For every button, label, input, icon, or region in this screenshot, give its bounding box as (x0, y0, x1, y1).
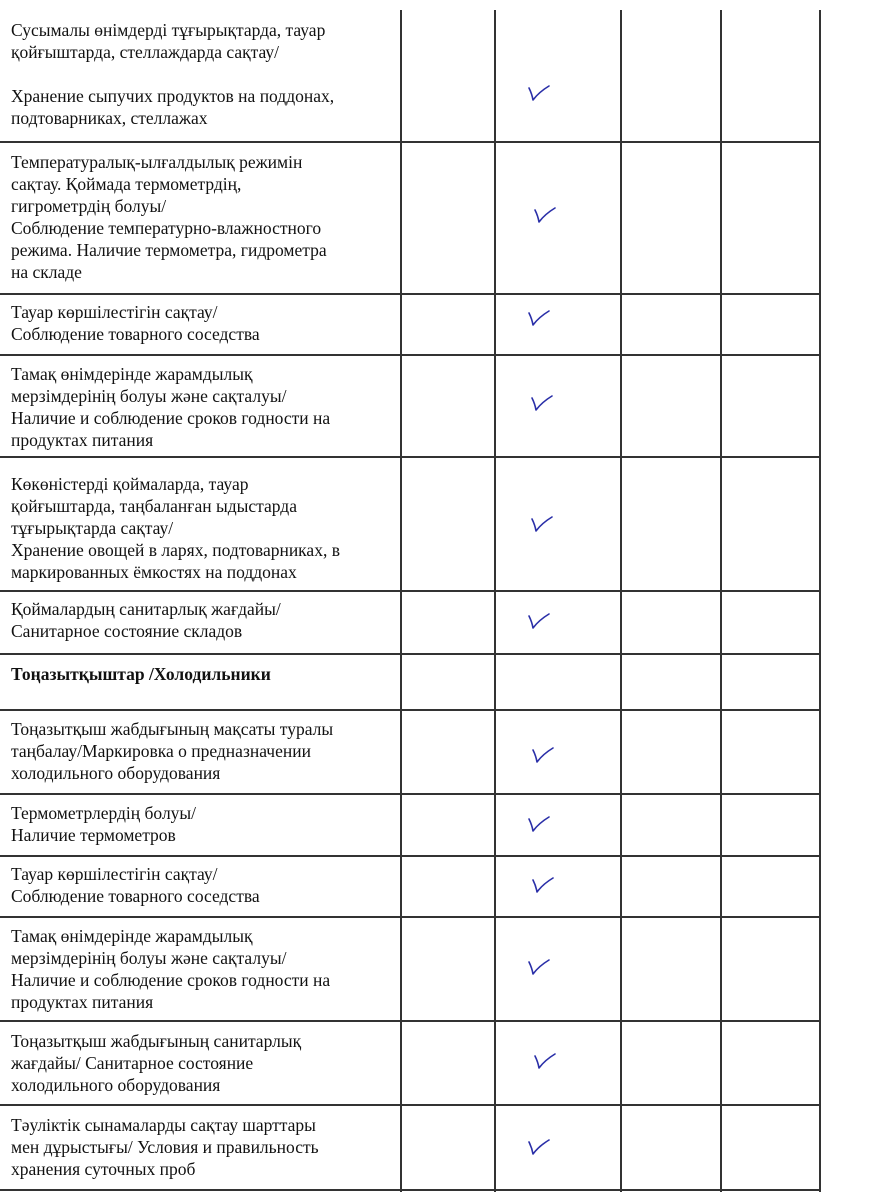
check-mark-icon (528, 309, 550, 327)
text-line: Наличие термометров (11, 825, 176, 845)
text-line: Қоймалардың санитарлық жағдайы/ (11, 599, 281, 619)
text-line: тұғырықтарда сақтау/ (11, 518, 174, 538)
text-line (11, 63, 391, 85)
row-border (0, 709, 821, 711)
text-line: Наличие и соблюдение сроков годности на (11, 408, 331, 428)
row-border (0, 1189, 821, 1191)
text-line: мерзімдерінің болуы және сақталуы/ (11, 386, 287, 406)
checklist-item-text (11, 925, 391, 1013)
column-border (494, 10, 496, 1192)
checklist-item-text (11, 19, 391, 129)
text-line: Соблюдение товарного соседства (11, 886, 260, 906)
check-mark-icon (531, 394, 553, 412)
text-line: Санитарное состояние складов (11, 621, 243, 641)
check-mark-icon (528, 958, 550, 976)
checklist-item-text (11, 802, 391, 846)
row-border (0, 1104, 821, 1106)
column-border (620, 10, 622, 1192)
checklist-item-text (11, 598, 391, 642)
row-border (0, 793, 821, 795)
check-mark-icon (532, 746, 554, 764)
checklist-item-text (11, 473, 391, 583)
checklist-item-text (11, 863, 391, 907)
checklist-item-text (11, 1114, 391, 1180)
text-line: Температуралық-ылғалдылық режимін (11, 152, 303, 172)
text-line: Хранение сыпучих продуктов на поддонах, (11, 86, 335, 106)
text-line: холодильного оборудования (11, 1075, 221, 1095)
check-mark-icon (528, 84, 550, 102)
text-line: Көкөністерді қоймаларда, тауар (11, 474, 249, 494)
checklist-item-text (11, 363, 391, 451)
text-line: Хранение овощей в ларях, подтоварниках, в (11, 540, 340, 560)
row-border (0, 1020, 821, 1022)
text-line: Тауар көршілестігін сақтау/ (11, 864, 218, 884)
check-mark-icon (531, 515, 553, 533)
check-mark-icon (534, 1052, 556, 1070)
text-line: Термометрлердің болуы/ (11, 803, 197, 823)
checklist-item-text (11, 1030, 391, 1096)
text-line: Тауар көршілестігін сақтау/ (11, 302, 218, 322)
text-line: гигрометрдің болуы/ (11, 196, 167, 216)
row-border (0, 916, 821, 918)
row-border (0, 855, 821, 857)
text-line: таңбалау/Маркировка о предназначении (11, 741, 311, 761)
check-mark-icon (528, 815, 550, 833)
text-line: жағдайы/ Санитарное состояние (11, 1053, 254, 1073)
text-line: Тоңазытқыш жабдығының санитарлық (11, 1031, 302, 1051)
row-border (0, 141, 821, 143)
row-border (0, 653, 821, 655)
text-line: Сусымалы өнімдерді тұғырықтарда, тауар (11, 20, 326, 40)
section-title: Тоңазытқыштар /Холодильники (11, 664, 271, 684)
text-line: Тамақ өнімдерінде жарамдылық (11, 364, 253, 384)
row-border (0, 590, 821, 592)
check-mark-icon (532, 876, 554, 894)
check-mark-icon (528, 612, 550, 630)
text-line: сақтау. Қоймада термометрдің, (11, 174, 242, 194)
text-line: хранения суточных проб (11, 1159, 196, 1179)
checklist-item-text (11, 301, 391, 345)
row-border (0, 293, 821, 295)
column-border (400, 10, 402, 1192)
text-line: Тәуліктік сынамаларды сақтау шарттары (11, 1115, 316, 1135)
text-line: мерзімдерінің болуы және сақталуы/ (11, 948, 287, 968)
check-mark-icon (528, 1138, 550, 1156)
text-line: Соблюдение температурно-влажностного (11, 218, 322, 238)
checklist-item-text (11, 151, 391, 283)
text-line: Тамақ өнімдерінде жарамдылық (11, 926, 253, 946)
row-border (0, 354, 821, 356)
text-line: Тоңазытқыш жабдығының мақсаты туралы (11, 719, 334, 739)
text-line: қойғыштарда, таңбаланған ыдыстарда (11, 496, 297, 516)
text-line: на складе (11, 262, 82, 282)
text-line: мен дұрыстығы/ Условия и правильность (11, 1137, 319, 1157)
checklist-item-text (11, 718, 391, 784)
text-line: режима. Наличие термометра, гидрометра (11, 240, 327, 260)
text-line: Наличие и соблюдение сроков годности на (11, 970, 331, 990)
row-border (0, 456, 821, 458)
text-line: продуктах питания (11, 430, 154, 450)
check-mark-icon (534, 206, 556, 224)
text-line: қойғыштарда, стеллаждарда сақтау/ (11, 42, 279, 62)
column-border (720, 10, 722, 1192)
text-line: Соблюдение товарного соседства (11, 324, 260, 344)
column-border (819, 10, 821, 1192)
text-line: холодильного оборудования (11, 763, 221, 783)
text-line: маркированных ёмкостях на поддонах (11, 562, 297, 582)
text-line: подтоварниках, стеллажах (11, 108, 208, 128)
text-line: продуктах питания (11, 992, 154, 1012)
